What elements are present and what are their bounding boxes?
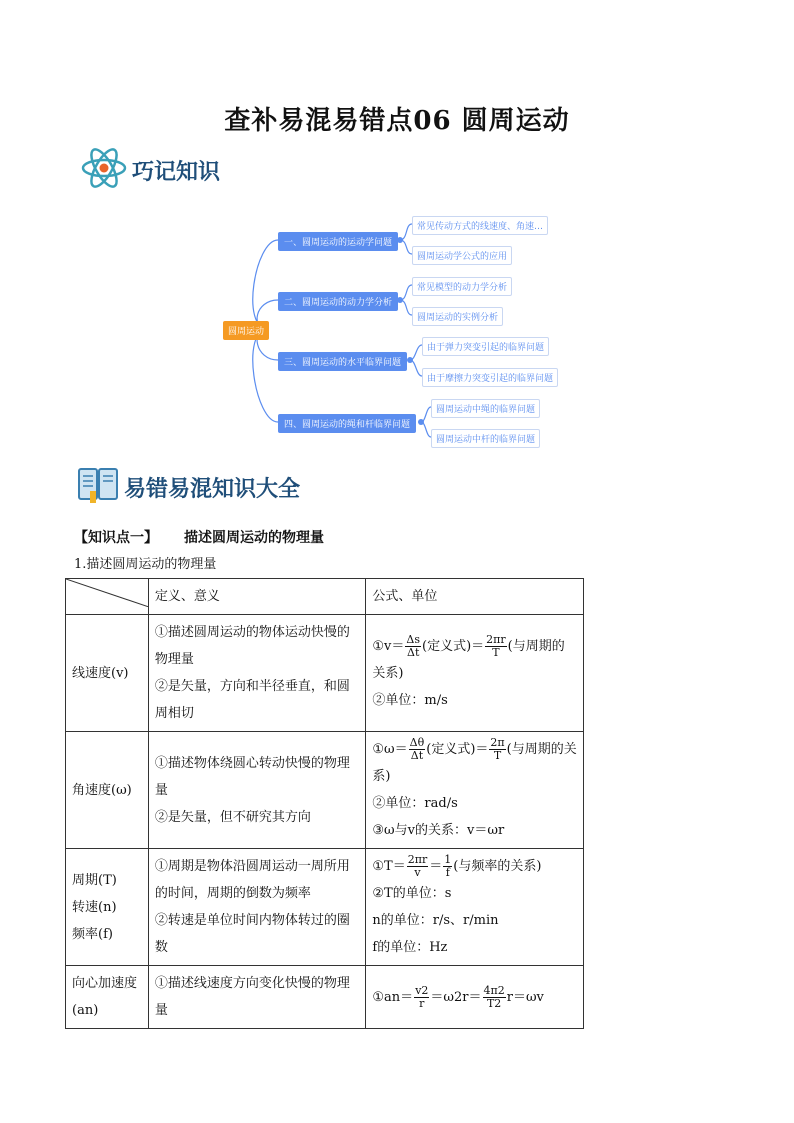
fraction-numerator: Δθ	[409, 736, 425, 749]
fraction-denominator: Δt	[407, 645, 420, 659]
formula-prefix: ①v＝	[372, 638, 405, 654]
fraction-denominator: Δt	[410, 749, 424, 762]
meaning-cell	[148, 849, 366, 966]
mind-map-branch: 四、圆周运动的绳和杆临界问题	[278, 414, 416, 433]
book-icon	[76, 465, 120, 509]
meaning-cell	[148, 615, 366, 732]
mind-map-leaf: 圆周运动中杆的临界问题	[431, 429, 540, 448]
fraction-numerator: 4π2	[483, 983, 505, 997]
fraction-denominator: r	[419, 996, 425, 1010]
fraction-denominator: T	[493, 749, 502, 762]
fraction-numerator: 1	[444, 853, 452, 866]
formula-suffix: r＝ωv	[506, 989, 544, 1005]
fraction	[485, 634, 507, 659]
fraction-numerator: v2	[415, 983, 429, 997]
meaning-line: ②转速是单位时间内物体转过的圈数	[154, 913, 350, 955]
formula-mid: (定义式)＝	[426, 742, 489, 757]
mind-map-leaf: 常见传动方式的线速度、角速…	[412, 216, 548, 235]
formula-unit-line: n的单位：r/s、r/min	[372, 913, 499, 928]
table-header: 公式、单位	[366, 579, 584, 615]
diagonal-line	[66, 579, 149, 607]
quantity-name: 周期(T)	[72, 872, 117, 888]
formula-line	[372, 633, 577, 687]
fraction-numerator: 2πr	[407, 853, 428, 866]
section-header-knowledge	[76, 465, 300, 509]
formula-unit-line: f的单位：Hz	[372, 940, 448, 955]
table-row	[66, 615, 584, 732]
table-row	[66, 732, 584, 849]
quantity-name: 转速(n)	[72, 899, 117, 915]
fraction	[405, 634, 421, 659]
knowledge-point-heading	[74, 527, 324, 547]
fraction	[443, 854, 452, 879]
formula-suffix: (与周期的关系)	[372, 638, 565, 681]
mind-map-leaf: 圆周运动中绳的临界问题	[431, 399, 540, 418]
quantity-name: 频率(f)	[72, 926, 113, 942]
mind-map-branch: 三、圆周运动的水平临界问题	[278, 352, 407, 371]
table-header-row	[66, 579, 584, 615]
fraction-numerator: 2πr	[486, 632, 506, 646]
meaning-line: ②是矢量，方向和半径垂直，和圆周相切	[154, 679, 350, 721]
table-header: 定义、意义	[148, 579, 366, 615]
formula-cell	[366, 615, 584, 732]
formula-suffix: (与周期的关系)	[372, 742, 577, 784]
knowledge-point-tag: 【知识点一】	[74, 530, 158, 546]
formula-cell	[366, 966, 584, 1029]
formula-prefix: ①ω＝	[372, 742, 408, 757]
fraction	[409, 737, 426, 762]
fraction	[483, 985, 506, 1010]
formula-line	[372, 853, 577, 880]
table-row	[66, 849, 584, 966]
section-title: 巧记知识	[132, 158, 221, 185]
quantities-table	[65, 578, 584, 1029]
formula-unit-line: ②T的单位：s	[372, 886, 452, 901]
mind-map-root: 圆周运动	[223, 321, 269, 340]
fraction	[489, 737, 505, 762]
subheading: 1.描述圆周运动的物理量	[74, 557, 217, 572]
section-header-memory	[80, 145, 220, 195]
meaning-line: ①描述物体绕圆心转动快慢的物理量	[154, 755, 350, 798]
formula-cell	[366, 732, 584, 849]
fraction-denominator: T	[492, 645, 500, 659]
formula-unit-line: ③ω与v的关系：v＝ωr	[372, 823, 505, 838]
mind-map-leaf: 圆周运动学公式的应用	[412, 246, 512, 265]
mind-map-leaf: 由于摩擦力突变引起的临界问题	[422, 368, 558, 387]
page-title: 查补易混易错点06 圆周运动	[224, 106, 570, 136]
table-body	[66, 615, 584, 1029]
quantity-name: 线速度(v)	[72, 665, 129, 681]
fraction-denominator: T2	[486, 996, 502, 1010]
formula-suffix: (与频率的关系)	[453, 859, 542, 874]
fraction-numerator: 2π	[490, 736, 505, 749]
fraction-denominator: v	[414, 866, 421, 879]
formula-prefix: ①an＝	[372, 989, 414, 1005]
section-title: 易错易混知识大全	[124, 475, 301, 502]
diagonal-header-cell	[66, 579, 149, 615]
fraction	[414, 985, 429, 1010]
table-row	[66, 966, 584, 1029]
formula-line	[372, 736, 577, 790]
meaning-line: ①描述圆周运动的物体运动快慢的物理量	[154, 625, 350, 667]
meaning-cell	[148, 966, 366, 1029]
meaning-line: ①周期是物体沿圆周运动一周所用的时间，周期的倒数为频率	[154, 859, 350, 901]
formula-mid: ＝	[429, 859, 443, 874]
mind-map-leaf: 常见模型的动力学分析	[412, 277, 512, 296]
formula-unit-line: ②单位：m/s	[372, 692, 448, 708]
mind-map-leaf: 圆周运动的实例分析	[412, 307, 503, 326]
meaning-line: ①描述线速度方向变化快慢的物理量	[154, 976, 350, 1018]
fraction-denominator: f	[445, 866, 450, 879]
formula-line	[372, 984, 577, 1011]
formula-cell	[366, 849, 584, 966]
quantity-name-cell	[66, 732, 149, 849]
fraction	[407, 854, 429, 879]
mind-map-branch: 一、圆周运动的运动学问题	[278, 232, 398, 251]
meaning-cell	[148, 732, 366, 849]
formula-mid: (定义式)＝	[422, 638, 485, 654]
formula-mid: ＝ω2r＝	[430, 989, 482, 1005]
quantity-name-cell	[66, 966, 149, 1029]
mind-map-branch: 二、圆周运动的动力学分析	[278, 292, 398, 311]
quantity-name-cell	[66, 849, 149, 966]
atom-icon	[80, 145, 128, 195]
quantity-name-cell	[66, 615, 149, 732]
formula-unit-line: ②单位：rad/s	[372, 796, 458, 811]
fraction-numerator: Δs	[406, 632, 420, 646]
mind-map-leaf: 由于弹力突变引起的临界问题	[422, 337, 549, 356]
formula-prefix: ①T＝	[372, 859, 406, 874]
knowledge-point-title: 描述圆周运动的物理量	[184, 530, 324, 546]
quantity-name: 角速度(ω)	[72, 782, 132, 798]
quantity-name: 向心加速度(an)	[72, 976, 138, 1018]
meaning-line: ②是矢量，但不研究其方向	[154, 809, 311, 825]
